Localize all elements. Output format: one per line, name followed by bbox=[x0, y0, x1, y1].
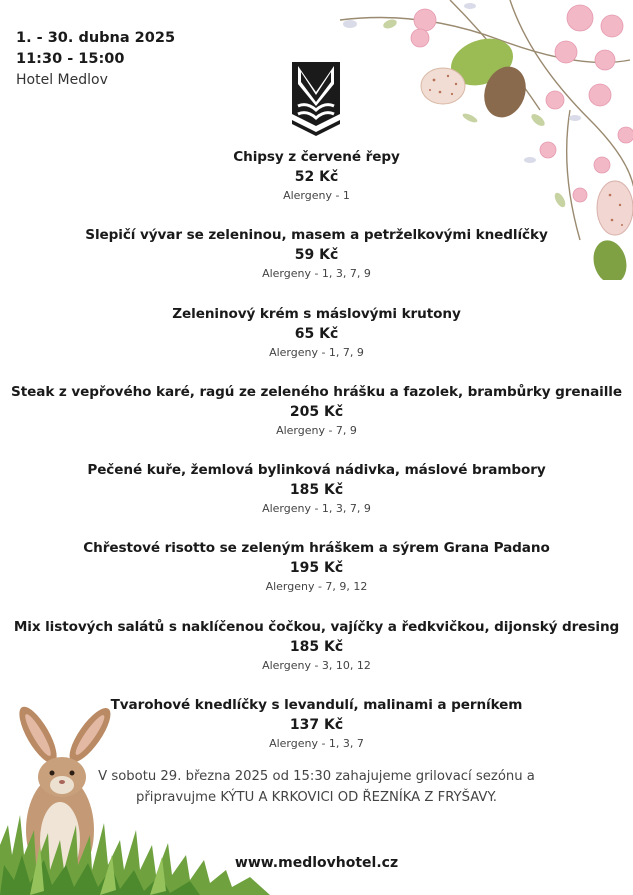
dish-name: Steak z vepřového karé, ragú ze zeleného hrášku a fazolek, brambůrky grenaille bbox=[11, 383, 622, 400]
event-time: 11:30 - 15:00 bbox=[16, 51, 125, 67]
dish-price: 65 Kč bbox=[294, 325, 339, 342]
dish-price: 185 Kč bbox=[289, 482, 344, 499]
dish-name: Chipsy z červené řepy bbox=[233, 149, 400, 165]
medlov-logo-icon bbox=[292, 62, 340, 136]
announcement-line-1: V sobotu 29. března 2025 od 15:30 zahajujeme grilovací sezónu a bbox=[98, 769, 535, 784]
menu-list bbox=[0, 148, 633, 774]
menu-item bbox=[0, 383, 633, 461]
menu-item bbox=[0, 305, 633, 383]
dish-name: Mix listových salátů s naklíčenou čočkou, vajíčky a ředkvičkou, dijonský dresing bbox=[13, 618, 620, 635]
menu-item bbox=[0, 148, 633, 226]
dish-allergens: Alergeny - 1, 7, 9 bbox=[269, 345, 364, 359]
website-link[interactable]: www.medlovhotel.cz bbox=[234, 855, 399, 871]
dish-price: 185 Kč bbox=[289, 638, 344, 655]
event-announcement bbox=[0, 766, 633, 808]
dish-price: 195 Kč bbox=[289, 560, 344, 577]
event-header bbox=[16, 28, 175, 91]
dish-allergens: Alergeny - 1, 3, 7 bbox=[269, 737, 364, 751]
dish-name: Tvarohové knedlíčky s levandulí, malinami a perníkem bbox=[110, 697, 523, 714]
dish-allergens: Alergeny - 1, 3, 7, 9 bbox=[262, 502, 371, 516]
dish-name: Pečené kuře, žemlová bylinková nádivka, máslové brambory bbox=[87, 462, 546, 479]
dish-allergens: Alergeny - 3, 10, 12 bbox=[262, 658, 371, 672]
menu-item bbox=[0, 618, 633, 696]
dish-price: 59 Kč bbox=[294, 247, 339, 264]
menu-item bbox=[0, 539, 633, 617]
event-date: 1. - 30. dubna 2025 bbox=[16, 30, 176, 46]
dish-allergens: Alergeny - 1 bbox=[283, 189, 350, 202]
dish-name: Zeleninový krém s máslovými krutony bbox=[172, 305, 461, 322]
dish-name: Chřestové risotto se zeleným hráškem a sýrem Grana Padano bbox=[83, 540, 550, 557]
menu-item bbox=[0, 461, 633, 539]
announcement-line-2: připravujme KÝTU A KRKOVICI OD ŘEZNÍKA Z FRYŠAVY. bbox=[136, 790, 497, 805]
dish-allergens: Alergeny - 7, 9 bbox=[276, 423, 357, 437]
dish-price: 52 Kč bbox=[294, 169, 339, 185]
menu-item bbox=[0, 226, 633, 304]
dish-name: Slepičí vývar se zeleninou, masem a petrželkovými knedlíčky bbox=[85, 227, 548, 244]
dish-price: 205 Kč bbox=[289, 403, 344, 420]
dish-allergens: Alergeny - 7, 9, 12 bbox=[265, 580, 368, 594]
dish-allergens: Alergeny - 1, 3, 7, 9 bbox=[262, 267, 371, 281]
hotel-name: Hotel Medlov bbox=[16, 72, 108, 88]
dish-price: 137 Kč bbox=[289, 717, 344, 734]
